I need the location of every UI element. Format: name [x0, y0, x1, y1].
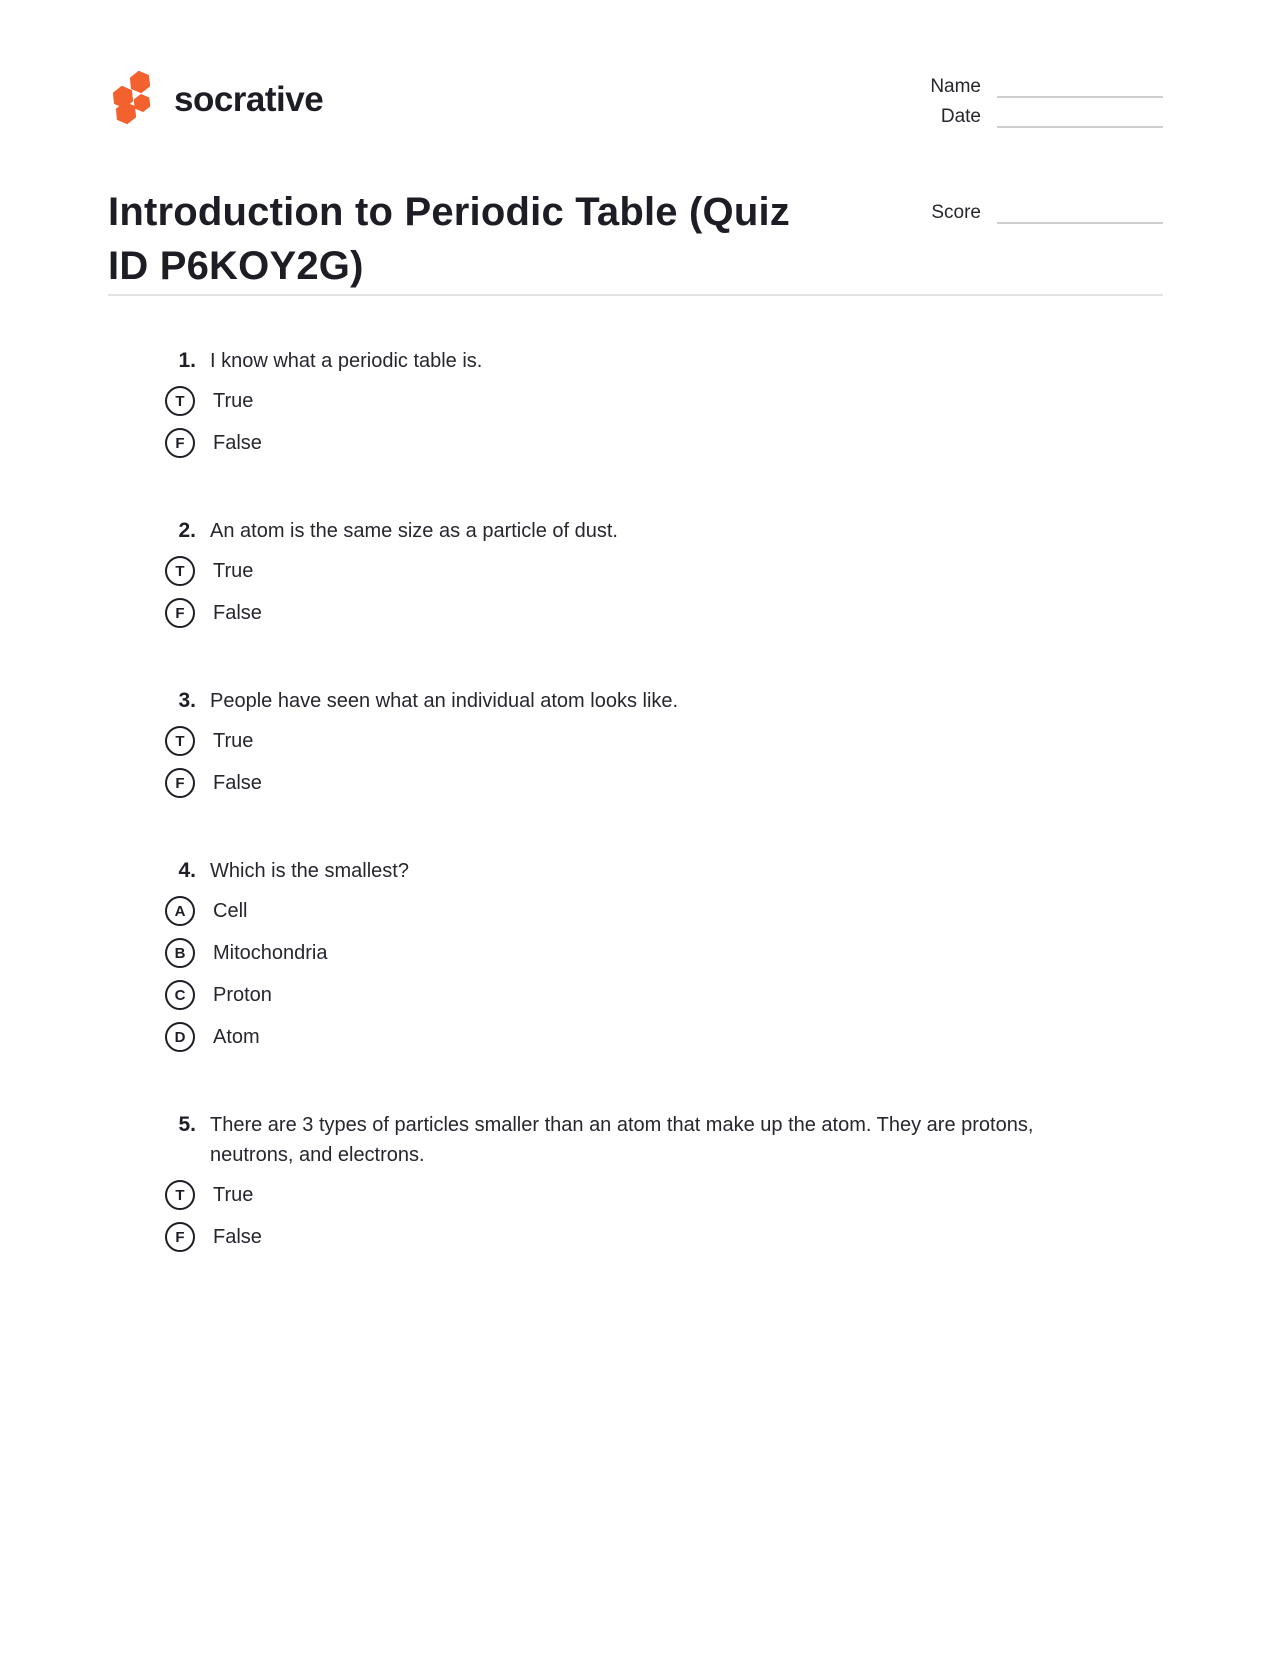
answer-option-row	[165, 890, 1163, 932]
answer-label: Proton	[213, 983, 272, 1006]
answer-label: True	[213, 389, 254, 412]
answer-bubble[interactable]: T	[165, 556, 195, 586]
question-number: 2.	[178, 519, 196, 542]
question-number: 4.	[178, 859, 196, 882]
answer-option-row	[165, 932, 1163, 974]
answer-option-row	[165, 380, 1163, 422]
answer-option-row	[165, 1174, 1163, 1216]
answer-options	[175, 380, 1163, 464]
question-prompt: I know what a periodic table is.	[210, 350, 483, 372]
socrative-logo	[100, 66, 323, 128]
question-block	[108, 1110, 1163, 1258]
question-block	[108, 346, 1163, 464]
answer-option-row	[165, 1216, 1163, 1258]
question-block	[108, 516, 1163, 634]
answer-option-row	[165, 762, 1163, 804]
answer-option-row	[165, 720, 1163, 762]
question-number: 3.	[178, 689, 196, 712]
answer-label: True	[213, 1183, 254, 1206]
hexagon-cluster-icon	[112, 72, 156, 128]
answer-label: True	[213, 559, 254, 582]
answer-option-row	[165, 592, 1163, 634]
date-field-row	[930, 104, 1163, 128]
answer-label: False	[213, 1225, 262, 1248]
page-title: Introduction to Periodic Table (Quiz ID P6KOY2G)	[108, 189, 791, 288]
answer-label: True	[213, 729, 254, 752]
score-fill-line[interactable]	[997, 202, 1163, 224]
answer-bubble[interactable]: F	[165, 428, 195, 458]
question-prompt: An atom is the same size as a particle of dust.	[210, 520, 618, 542]
question-number: 5.	[178, 1113, 196, 1136]
question-block	[108, 686, 1163, 804]
answer-bubble[interactable]: T	[165, 1180, 195, 1210]
name-fill-line[interactable]	[997, 76, 1163, 98]
answer-option-row	[165, 1016, 1163, 1058]
answer-bubble[interactable]: B	[165, 938, 195, 968]
answer-label: False	[213, 771, 262, 794]
question-prompt: There are 3 types of particles smaller than an atom that make up the atom. They are protons, neutrons, and electrons.	[210, 1114, 1034, 1166]
brand-wordmark: socrative	[174, 80, 324, 119]
answer-label: Atom	[213, 1025, 260, 1048]
answer-option-row	[165, 974, 1163, 1016]
header-fields	[930, 74, 1163, 134]
answer-bubble[interactable]: A	[165, 896, 195, 926]
score-label: Score	[931, 202, 981, 223]
answer-label: False	[213, 601, 262, 624]
name-field-row	[930, 74, 1163, 98]
answer-options	[175, 550, 1163, 634]
answer-bubble[interactable]: T	[165, 386, 195, 416]
answer-options	[175, 720, 1163, 804]
answer-options	[174, 890, 1163, 1058]
answer-bubble[interactable]: F	[165, 598, 195, 628]
answer-label: Mitochondria	[213, 941, 328, 964]
question-list	[108, 346, 1163, 1310]
question-block	[108, 856, 1163, 1058]
score-field-row	[931, 200, 1163, 224]
question-prompt: People have seen what an individual atom looks like.	[210, 690, 679, 712]
answer-label: Cell	[213, 899, 248, 922]
score-field	[931, 200, 1163, 230]
answer-options	[175, 1174, 1163, 1258]
answer-option-row	[165, 550, 1163, 592]
question-number: 1.	[178, 349, 196, 372]
answer-bubble[interactable]: T	[165, 726, 195, 756]
answer-bubble[interactable]: F	[165, 1222, 195, 1252]
name-label: Name	[930, 76, 981, 97]
date-label: Date	[940, 106, 981, 127]
answer-bubble[interactable]: D	[165, 1022, 195, 1052]
answer-option-row	[165, 422, 1163, 464]
question-prompt: Which is the smallest?	[210, 860, 409, 882]
answer-label: False	[213, 431, 262, 454]
header-divider	[108, 294, 1163, 296]
date-fill-line[interactable]	[997, 106, 1163, 128]
answer-bubble[interactable]: F	[165, 768, 195, 798]
answer-bubble[interactable]: C	[165, 980, 195, 1010]
